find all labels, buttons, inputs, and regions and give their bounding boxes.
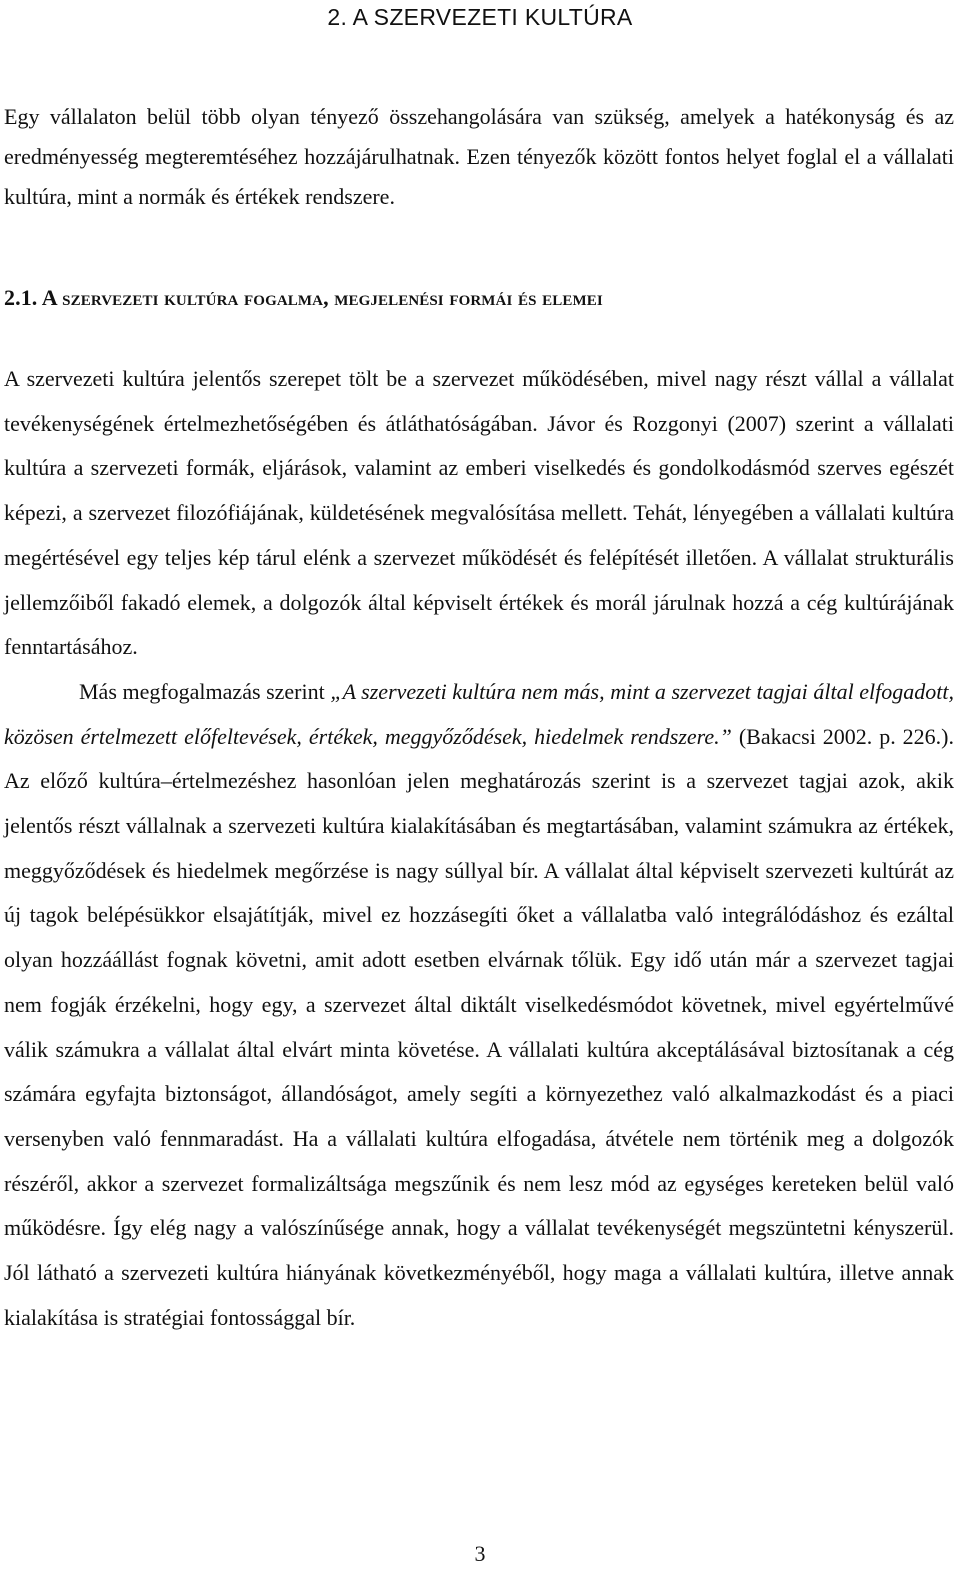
- section-title: A szervezeti kultúra fogalma, megjelenési formái és elemei: [41, 285, 603, 310]
- chapter-title: 2. A SZERVEZETI KULTÚRA: [327, 4, 633, 30]
- section-heading: [4, 284, 954, 312]
- citation: (Bakacsi 2002. p. 226.).: [731, 723, 954, 749]
- section-number: 2.1.: [4, 285, 38, 310]
- page-number: 3: [474, 1541, 486, 1566]
- section-body: [4, 357, 954, 1340]
- body-paragraph-1: A szervezeti kultúra jelentős szerepet tölt be a szervezet működésében, mivel nagy részt vállal a vállalat tevékenységének értelmezhetőségében és átláthatóságában. Jávor és Rozgonyi (2007) szerint a vállalati kultúra a szervezeti formák, eljárások, valamint az emberi viselkedés és gondolkodásmód szerves egészét képezi, a szervezet filozófiájának, küldetésének megvalósítása mellett. Tehát, lényegében a vállalati kultúra megértésével egy teljes kép tárul elénk a szervezet működését és felépítését illetően. A vállalat strukturális jellemzőiből fakadó elemek, a dolgozók által képviselt értékek és morál járulnak hozzá a cég kultúrájának fenntartásához.: [4, 366, 954, 660]
- definition-quote: „A szervezeti kultúra nem más, mint a szervezet tagjai által elfogadott, közösen értelmezett előfeltevések, értékek, meggyőződések, hiedelmek rendszere.”: [4, 678, 955, 749]
- intro-paragraph: Egy vállalaton belül több olyan tényező összehangolására van szükség, amelyek a hatékonyság és az eredményesség megteremtéséhez hozzájárulhatnak. Ezen tényezők között fontos helyet foglal el a vállalati kultúra, mint a normák és értékek rendszere.: [4, 104, 954, 209]
- paragraph-2-lead: Más megfogalmazás szerint: [79, 678, 331, 704]
- paragraph-2-rest: Az előző kultúra–értelmezéshez hasonlóan jelen meghatározás szerint is a szervezet tagjai azok, akik jelentős részt vállalnak a szervezeti kultúra kialakításában és megtartásában, valamint számukra az értékek, meggyőződések és hiedelmek megőrzése is nagy súllyal bír. A vállalat által képviselt szervezeti kultúrát az új tagok belépésükkor elsajátítják, mivel ez hozzásegíti őket a vállalatba való integrálódáshoz és ezáltal olyan hozzáállást fognak követni, amit adott esetben elvárnak tőlük. Egy idő után már a szervezet tagjai nem fogják érzékelni, hogy egy, a szervezet által diktált viselkedésmódot követnek, mivel egyértelművé válik számukra a vállalat által elvárt minta követése. A vállalati kultúra akceptálásával biztosítanak a cég számára egyfajta biztonságot, állandóságot, amely segíti a környezethez való alkalmazkodást és a piaci versenyben való fennmaradást. Ha a vállalati kultúra elfogadása, átvétele nem történik meg a dolgozók részéről, akkor a szervezet formalizáltsága megszűnik és nem lesz mód az egységes kereteken belül való működésre. Így elég nagy a valószínűsége annak, hogy a vállalat tevékenységét megszüntetni kényszerül. Jól látható a szervezeti kultúra hiányának következményéből, hogy maga a vállalati kultúra, illetve annak kialakítása is stratégiai fontossággal bír.: [4, 768, 954, 1330]
- body-paragraph-2: [4, 670, 954, 1341]
